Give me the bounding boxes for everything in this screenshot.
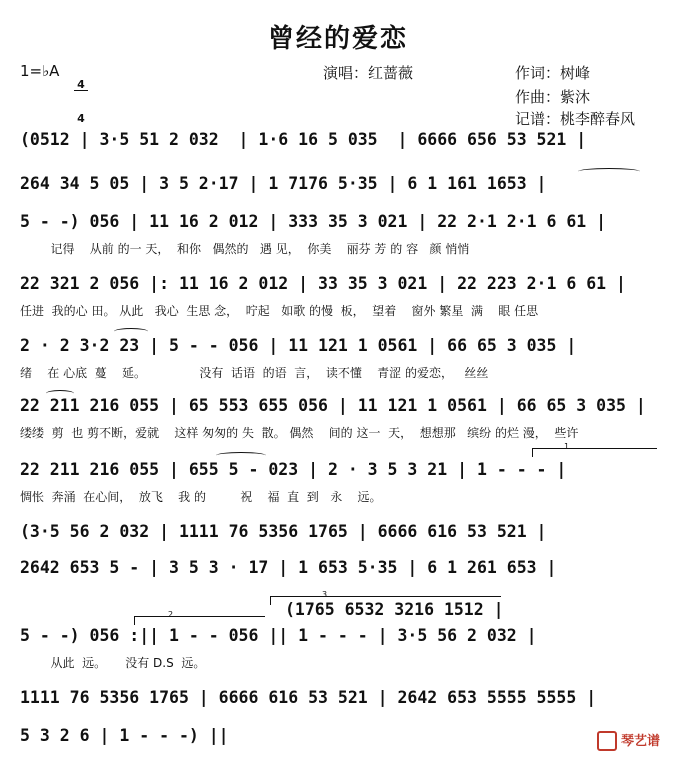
lyric-line: 任进 我的心 田。 从此 我心 生思 念， 咛起 如歌 的慢 板， 望着 窗外 繁星 满 眼 任思 — [20, 304, 539, 318]
volta-number: 3 — [322, 590, 328, 599]
transcriber-credit: 记谱：桃李醉春风 — [515, 110, 636, 128]
notation-row: (3·5 56 2 032 | 1111 76 5356 1765 | 6666 616 53 521 | — [20, 522, 547, 541]
notation-row: 264 34 5 05 | 3 5 2·17 | 1 7176 5·35 | 6 1 161 1653 | — [20, 174, 547, 193]
site-logo — [597, 730, 660, 752]
lyric-line: 从此 远。 没有 D.S 远。 — [20, 656, 206, 670]
volta-bracket — [134, 616, 265, 625]
song-title: 曾经的爱恋 — [267, 24, 408, 54]
notation-row: 1111 76 5356 1765 | 6666 616 53 521 | 2642 653 5555 5555 | — [20, 688, 597, 707]
slur-mark — [578, 168, 640, 175]
slur-mark — [114, 328, 148, 335]
lyricist-credit: 作词：树峰 — [515, 64, 591, 82]
notation-row: 5 - -) 056 | 11 16 2 012 | 333 35 3 021 | 22 2·1 2·1 6 61 | — [20, 212, 607, 231]
volta-number: 1 — [564, 442, 570, 451]
notation-row: 5 - -) 056 :|| 1 - - 056 || 1 - - - | 3·5 56 2 032 | — [20, 626, 537, 645]
notation-row: 22 211 216 055 | 655 5 - 023 | 2 · 3 5 3 21 | 1 - - - | — [20, 460, 567, 479]
notation-row: 5 3 2 6 | 1 - - -) || — [20, 726, 229, 745]
key-signature: 1=♭A — [20, 62, 60, 80]
lyric-line: 惆怅 奔涌 在心间， 放飞 我 的 祝 福 直 到 永 远。 — [20, 490, 382, 504]
volta-bracket — [532, 448, 657, 457]
slur-mark — [216, 452, 266, 459]
slur-mark — [46, 390, 74, 397]
notation-row: 22 211 216 055 | 65 553 655 056 | 11 121 1 0561 | 66 65 3 035 | — [20, 396, 646, 415]
logo-icon — [597, 731, 617, 751]
lyric-line: 缕缕 剪 也 剪不断，爱就 这样 匆匆的 失 散。 偶然 间的 这一 天， 想想那 缤纷 的烂 漫， 些许 — [20, 426, 579, 440]
coda-notation: (1765 6532 3216 1512 | — [285, 600, 504, 619]
notation-row: 2642 653 5 - | 3 5 3 · 17 | 1 653 5·35 | 6 1 261 653 | — [20, 558, 557, 577]
time-signature-bottom: 4 — [77, 112, 85, 125]
lyric-line: 绪 在 心底 蔓 延。 没有 话语 的语 言， 读不懂 青涩 的爱恋， 丝丝 — [20, 366, 489, 380]
singer-credit: 演唱：红蔷薇 — [323, 64, 414, 82]
volta-bracket — [270, 596, 501, 605]
volta-number: 2 — [168, 610, 174, 619]
time-signature — [74, 57, 88, 135]
notation-row: (0512 | 3·5 51 2 032 | 1·6 16 5 035 | 6666 656 53 521 | — [20, 130, 587, 149]
logo-text: 琴艺谱 — [620, 733, 660, 749]
notation-row: 2 · 2 3·2 23 | 5 - - 056 | 11 121 1 0561 | 66 65 3 035 | — [20, 336, 577, 355]
notation-row: 22 321 2 056 |: 11 16 2 012 | 33 35 3 021 | 22 223 2·1 6 61 | — [20, 274, 626, 293]
composer-credit: 作曲：紫沐 — [515, 88, 591, 106]
lyric-line: 记得 从前 的一 天， 和你 偶然的 遇 见， 你美 丽芬 芳 的 容 颜 悄悄 — [20, 242, 470, 256]
time-signature-top: 4 — [74, 79, 88, 91]
